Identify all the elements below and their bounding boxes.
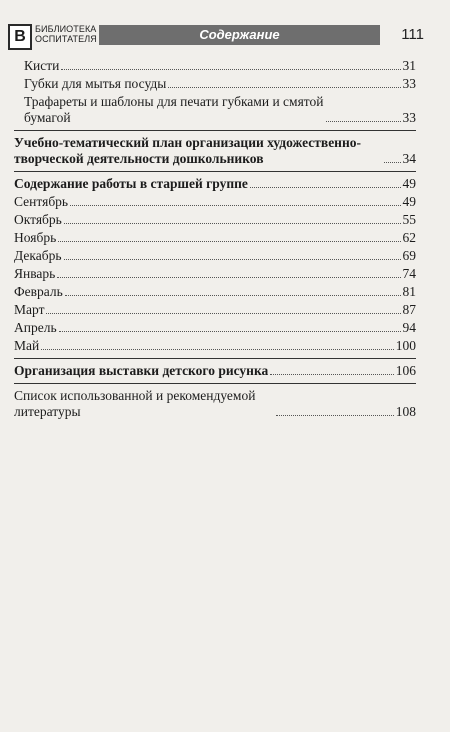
- toc-entry-title: Трафареты и шаблоны для печати губками и смятой бумагой: [24, 94, 324, 125]
- toc-entry: [14, 248, 416, 264]
- toc-entry-title: Апрель: [14, 320, 57, 335]
- toc-leader-dots: [64, 223, 401, 224]
- toc-entry-page: 34: [402, 151, 416, 166]
- toc-entry: [14, 302, 416, 318]
- toc-entry-page: 108: [395, 404, 416, 419]
- toc-entry-page: 100: [395, 338, 416, 353]
- toc-leader-dots: [276, 415, 394, 416]
- toc-entry-page: 69: [402, 248, 416, 263]
- toc-entry-title: Кисти: [24, 58, 60, 73]
- toc-entry: [14, 194, 416, 210]
- section-title: Содержание: [99, 25, 380, 45]
- toc-entry-page: 33: [402, 110, 416, 125]
- toc-entry: [14, 58, 416, 74]
- series-logo: B: [8, 24, 32, 50]
- toc-entry: [14, 284, 416, 300]
- toc-entry-page: 81: [402, 284, 416, 299]
- series-name: [32, 22, 99, 48]
- toc-entry-page: 31: [402, 58, 416, 73]
- toc-entry-title: Сентябрь: [14, 194, 69, 209]
- toc-leader-dots: [270, 374, 393, 375]
- toc-entry-title: Ноябрь: [14, 230, 57, 245]
- toc-leader-dots: [384, 162, 401, 163]
- page-number: 111: [401, 26, 424, 43]
- toc-entry-page: 74: [402, 266, 416, 281]
- toc-leader-dots: [70, 205, 400, 206]
- series-name-line1: БИБЛИОТЕКА: [35, 24, 97, 34]
- toc-leader-dots: [61, 69, 400, 70]
- toc-entry-title: Декабрь: [14, 248, 62, 263]
- toc-entry: [14, 266, 416, 282]
- toc-entry: [14, 94, 416, 126]
- toc-leader-dots: [65, 295, 401, 296]
- toc-entry-title: Май: [14, 338, 40, 353]
- toc-leader-dots: [41, 349, 394, 350]
- toc-entry-title: Март: [14, 302, 45, 317]
- toc-entry-page: 87: [402, 302, 416, 317]
- toc-entry-title: Организация выставки детского рисунка: [14, 363, 269, 378]
- toc-entry: [14, 212, 416, 228]
- toc-entry-page: 49: [402, 194, 416, 209]
- series-name-line2: ОСПИТАТЕЛЯ: [35, 34, 97, 44]
- toc-entry-title: Список использованной и рекомендуемой литературы: [14, 388, 256, 419]
- toc-entry: [14, 338, 416, 354]
- page-header: [8, 22, 424, 48]
- toc-entry-title: Губки для мытья посуды: [24, 76, 167, 91]
- toc-entry-title: Январь: [14, 266, 56, 281]
- toc-leader-dots: [326, 121, 401, 122]
- toc-leader-dots: [250, 187, 401, 188]
- toc-entry-page: 33: [402, 76, 416, 91]
- toc-entry-title: Содержание работы в старшей группе: [14, 176, 248, 191]
- toc-entry: [14, 76, 416, 92]
- toc-entry: [14, 358, 416, 379]
- toc-entry: [14, 383, 416, 420]
- toc-entry-page: 55: [402, 212, 416, 227]
- toc-entry-title: Октябрь: [14, 212, 62, 227]
- toc-entry-page: 106: [395, 363, 416, 378]
- toc-entry-page: 62: [402, 230, 416, 245]
- toc-entry-title: Учебно-тематический план организации художественно-творческой деятельности дошкольников: [14, 135, 361, 166]
- toc-entry: [14, 171, 416, 192]
- toc-entry-page: 94: [402, 320, 416, 335]
- toc-entry: [14, 320, 416, 336]
- toc-leader-dots: [58, 241, 400, 242]
- toc-entry: [14, 230, 416, 246]
- table-of-contents: [14, 58, 416, 420]
- toc-entry: [14, 130, 416, 167]
- toc-entry-page: 49: [402, 176, 416, 191]
- toc-leader-dots: [168, 87, 400, 88]
- toc-leader-dots: [59, 331, 401, 332]
- toc-leader-dots: [64, 259, 401, 260]
- toc-entry-title: Февраль: [14, 284, 63, 299]
- toc-leader-dots: [46, 313, 400, 314]
- toc-leader-dots: [57, 277, 400, 278]
